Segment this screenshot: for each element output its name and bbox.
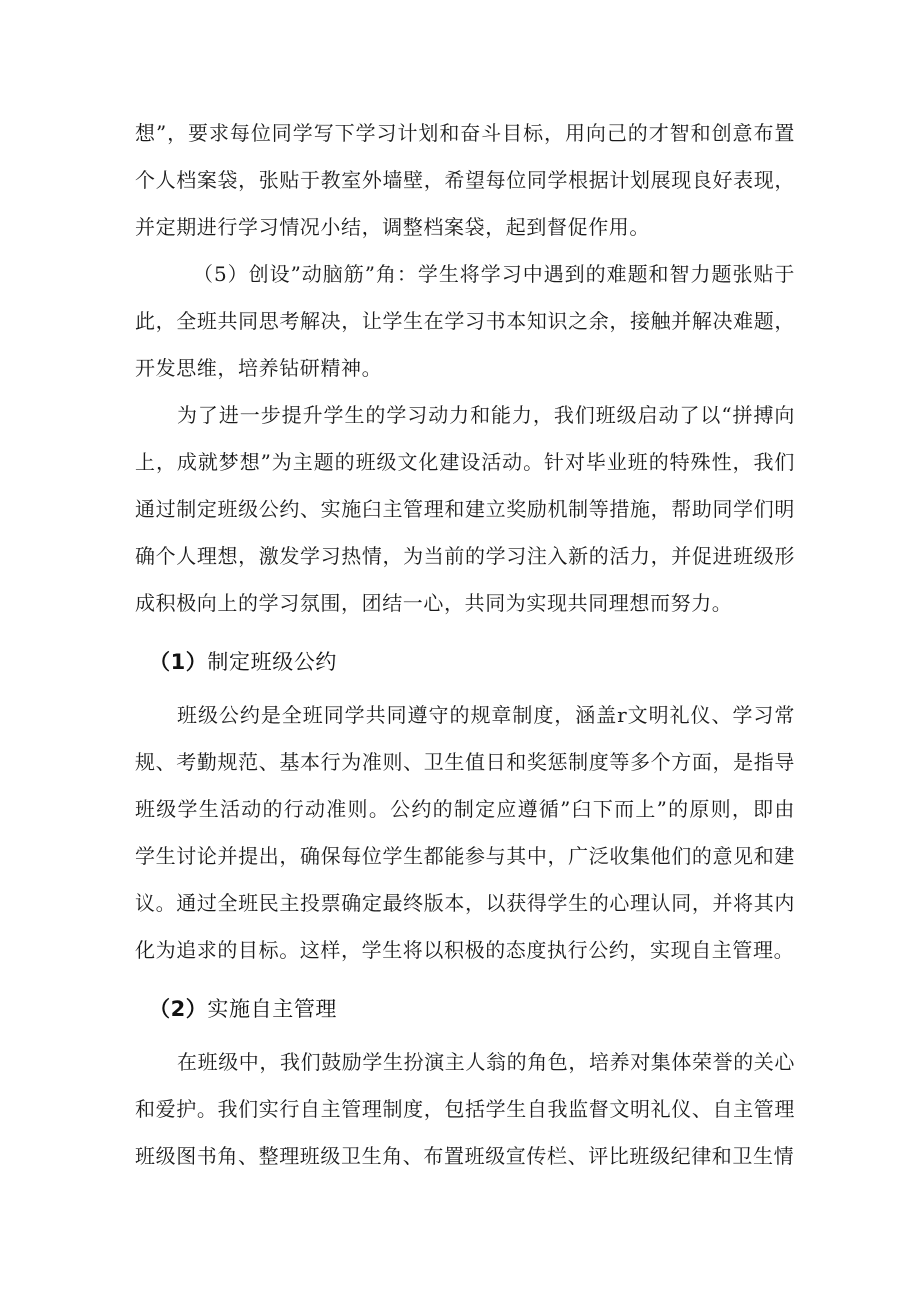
section-heading-title: 实施自主管理 <box>207 997 338 1021</box>
section-heading-number: （2） <box>149 997 208 1021</box>
section-heading-2 <box>135 986 795 1033</box>
paragraph-intro: 为了进一步提升学生的学习动力和能力，我们班级启动了以“拼搏向上，成就梦想”为主题的班级文化建设活动。针对毕业班的特殊性，我们通过制定班级公约、实施臼主管理和建立奖励机制等措施，帮助同学们明确个人理想，激发学习热情，为当前的学习注入新的活力，并促进班级形成积极向上的学习氛围，团结一心，共同为实现共同理想而努力。 <box>135 403 795 615</box>
paragraph-class-convention: 班级公约是全班同学共同遵守的规章制度，涵盖r文明礼仪、学习常规、考勤规范、基本行为准则、卫生值日和奖惩制度等多个方面，是指导班级学生活动的行动准则。公约的制定应遵循”臼下而上”的原则，即由学生讨论并提出，确保每位学生都能参与其中，广泛收集他们的意见和建议。通过全班民主投票确定最终版本，以获得学生的心理认同，并将其内化为追求的目标。这样，学生将以积极的态度执行公约，实现自主管理。 <box>135 703 795 962</box>
section-heading-1 <box>135 639 795 686</box>
paragraph-continuation: 想”，要求每位同学写下学习计划和奋斗目标，用向己的才智和创意布置个人档案袋，张贴于教室外墙壁，希望每位同学根据计划展现良好表现，并定期进行学习情况小结，调整档案袋，起到督促作用。 <box>135 121 795 239</box>
paragraph-self-management: 在班级中，我们鼓励学生扮演主人翁的角色，培养对集体荣誉的关心和爱护。我们实行自主管理制度，包括学生自我监督文明礼仪、自主管理班级图书角、整理班级卫生角、布置班级宣传栏、评比班级纪律和卫生情 <box>135 1050 795 1168</box>
paragraph-item-5: （5）创设”动脑筋”角：学生将学习中遇到的难题和智力题张贴于此，全班共同思考解决，让学生在学习书本知识之余，接触并解决难题，开发思维，培养钻研精神。 <box>135 262 795 380</box>
section-heading-title: 制定班级公约 <box>207 650 338 674</box>
section-heading-number: （1） <box>149 650 208 674</box>
document-body <box>135 110 795 1180</box>
